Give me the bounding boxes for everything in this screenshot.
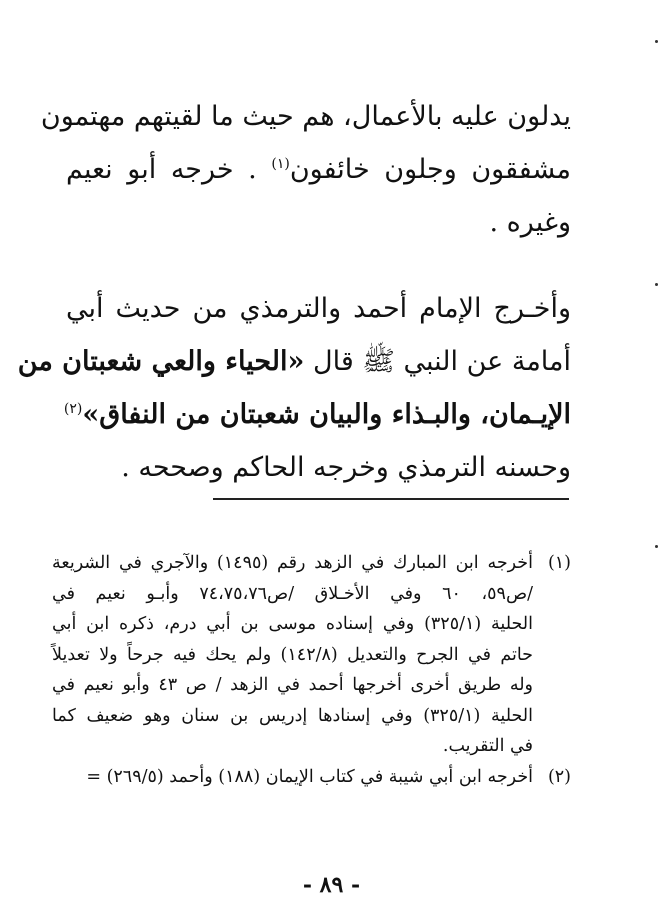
scan-speck <box>655 283 658 286</box>
footnote-1 <box>52 548 571 762</box>
paragraph1-line1: يدلون عليه بالأعمال، هم حيث ما لقيتهم مهتمون <box>40 101 571 132</box>
footnotes-section <box>52 548 571 792</box>
footnote-1-line: الحلية (٣٢٥/١) وفي إسناده موسى بن أبي درم، ذكره ابن أبي <box>52 614 533 634</box>
page-number: - ٨٩ - <box>302 872 361 898</box>
hadith-quote-part2: الإيـمان، والبـذاء والبيان شعبتان من النفاق» <box>82 399 571 430</box>
footnote-1-line: الحلية (٣٢٥/١) وفي إسنادها إدريس بن سنان وهو ضعيف كما <box>52 705 533 726</box>
main-paragraph-2 <box>17 282 571 494</box>
paragraph2-line1: وأخـرج الإمام أحمد والترمذي من حديث أبي <box>66 293 571 324</box>
footnote-2-line: أخرجه ابن أبي شيبة في كتاب الإيمان (١٨٨) وأحمد (٢٦٩/٥) = <box>86 766 533 787</box>
footnote-2 <box>52 762 571 793</box>
footnote-ref-1[interactable]: (١) <box>271 156 290 172</box>
paragraph1-line2 <box>66 143 571 196</box>
footnote-1-body <box>52 548 533 762</box>
footnote-1-number: (١) <box>547 553 571 573</box>
footnote-1-line: في التقريب. <box>442 736 533 756</box>
footnote-1-line: /ص٥٩، ٦٠ وفي الأخـلاق /ص٧٤،٧٥،٧٦ وأبـو نعيم في <box>52 583 534 604</box>
footnote-2-number: (٢) <box>547 766 571 787</box>
scan-speck <box>655 545 658 548</box>
footnote-1-line: وله طريق أخرى أخرجها أحمد في الزهد / ص ٤٣ وأبو نعيم في <box>52 675 533 695</box>
footnote-1-line: حاتم في الجرح والتعديل (١٤٢/٨) ولم يحك فيه جرحاً ولا تعديلاً <box>52 644 533 665</box>
paragraph2-line4: وحسنه الترمذي وخرجه الحاكم وصححه . <box>121 452 571 483</box>
paragraph2-line2-start: أمامة عن النبي ﷺ قال <box>304 346 571 377</box>
footnote-ref-2[interactable]: (٢) <box>63 401 83 417</box>
paragraph1-line2-tail: . خرجه أبو نعيم <box>66 154 272 185</box>
scan-speck <box>655 40 658 43</box>
footnote-divider <box>213 498 569 500</box>
paragraph1-line2-text: مشفقون وجلون خائفون <box>289 154 571 185</box>
paragraph2-line3 <box>63 388 571 441</box>
footnote-2-body <box>52 762 533 793</box>
hadith-quote-part1: «الحياء والعي شعبتان من <box>17 346 305 377</box>
paragraph1-line3: وغيره . <box>489 207 571 238</box>
footnote-1-line: أخرجه ابن المبارك في الزهد رقم (١٤٩٥) والآجري في الشريعة <box>52 553 533 573</box>
main-paragraph-1 <box>40 90 571 249</box>
paragraph2-line2 <box>17 335 571 388</box>
